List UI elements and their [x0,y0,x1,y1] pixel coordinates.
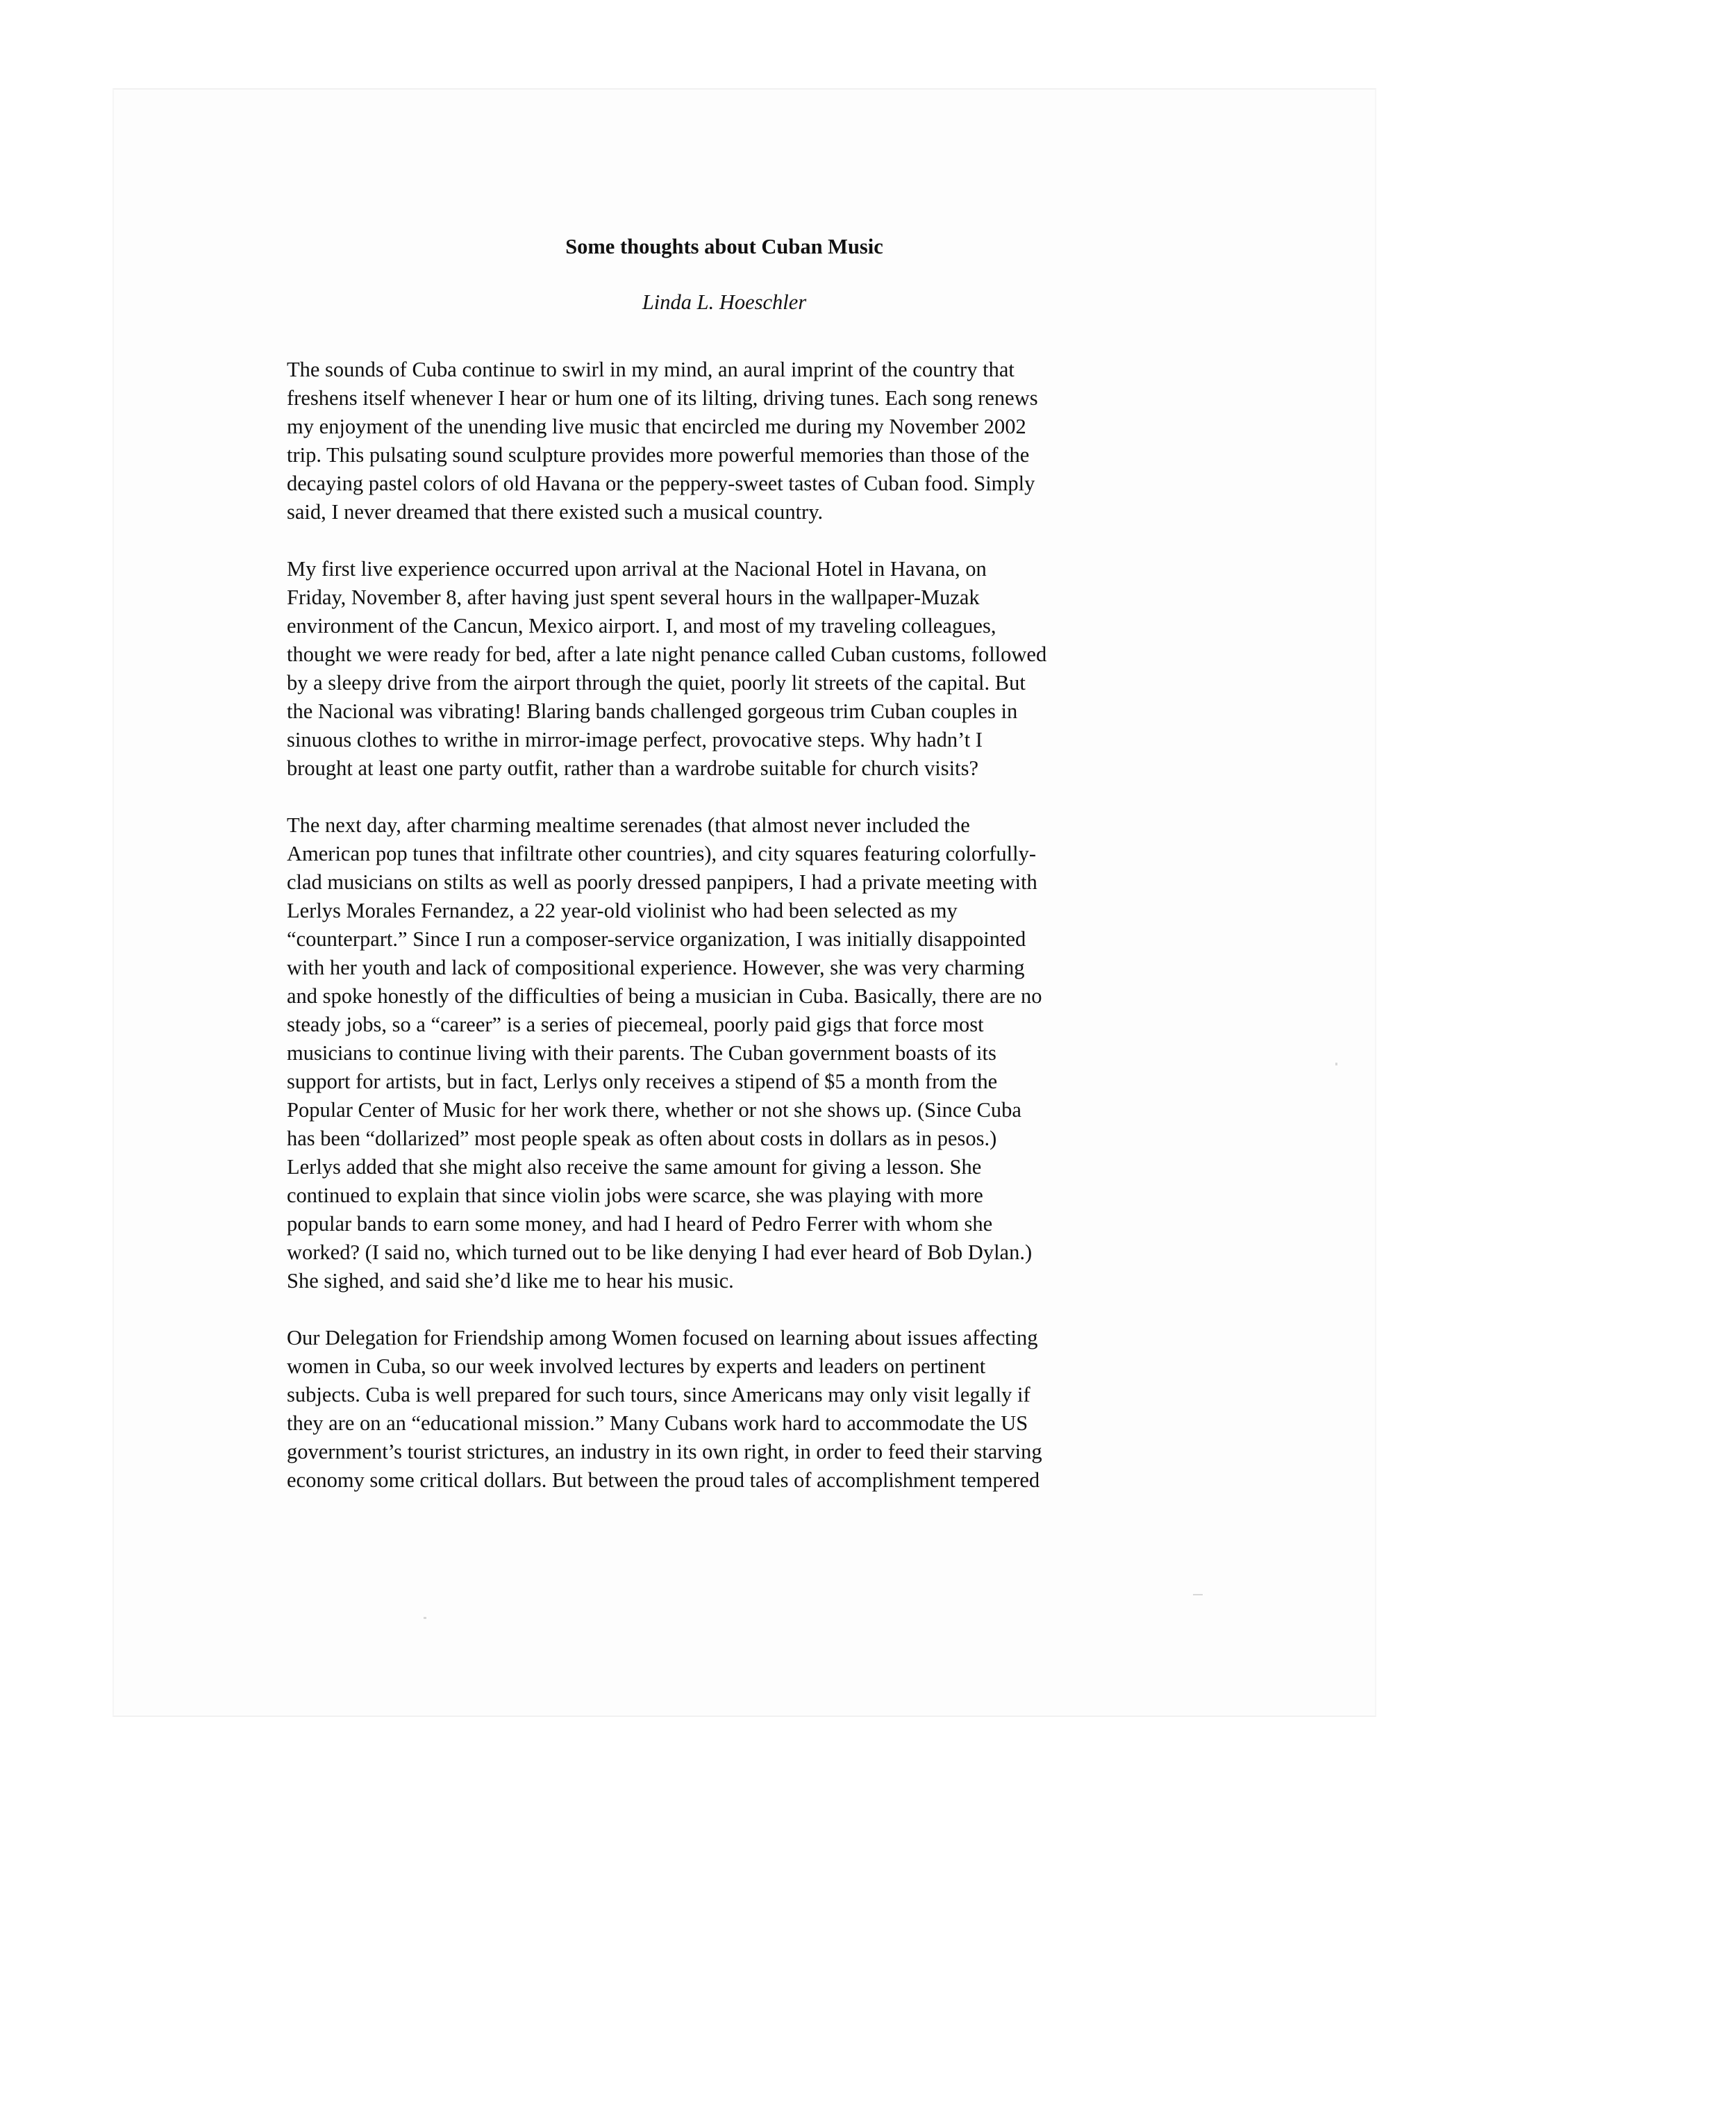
text-line: sinuous clothes to writhe in mirror-image perfect, provocative steps. Why hadn’t I [287,728,983,751]
text-line: subjects. Cuba is well prepared for such tours, since Americans may only visit legally if [287,1383,1030,1406]
text-line: “counterpart.” Since I run a composer-service organization, I was initially disappointed [287,927,1026,951]
scan-speck [424,1617,426,1619]
paragraph [287,811,1176,1295]
text-line: thought we were ready for bed, after a late night penance called Cuban customs, followed [287,642,1047,666]
text-line: worked? (I said no, which turned out to be like denying I had ever heard of Bob Dylan.) [287,1240,1033,1264]
scan-speck [1193,1594,1203,1595]
text-line: the Nacional was vibrating! Blaring bands challenged gorgeous trim Cuban couples in [287,699,1018,723]
text-line: popular bands to earn some money, and had I heard of Pedro Ferrer with whom she [287,1212,993,1236]
document-body [287,229,1176,1495]
text-line: Our Delegation for Friendship among Women focused on learning about issues affecting [287,1326,1038,1349]
text-line: women in Cuba, so our week involved lectures by experts and leaders on pertinent [287,1354,986,1378]
document-author: Linda L. Hoeschler [642,290,807,314]
text-line: Popular Center of Music for her work there, whether or not she shows up. (Since Cuba [287,1098,1021,1122]
document-title: Some thoughts about Cuban Music [565,235,883,258]
text-line: brought at least one party outfit, rather than a wardrobe suitable for church visits? [287,756,979,780]
text-line: environment of the Cancun, Mexico airport. I, and most of my traveling colleagues, [287,614,996,638]
text-line: The next day, after charming mealtime serenades (that almost never included the [287,813,970,837]
text-line: The sounds of Cuba continue to swirl in my mind, an aural imprint of the country that [287,358,1015,381]
text-line: She sighed, and said she’d like me to hear his music. [287,1269,734,1293]
paragraph [287,1324,1176,1495]
text-line: steady jobs, so a “career” is a series of piecemeal, poorly paid gigs that force most [287,1013,984,1036]
text-line: Lerlys added that she might also receive the same amount for giving a lesson. She [287,1155,982,1179]
text-line: my enjoyment of the unending live music that encircled me during my November 2002 [287,415,1026,438]
paragraph [287,555,1176,783]
text-line: support for artists, but in fact, Lerlys only receives a stipend of $5 a month from the [287,1070,998,1093]
text-line: and spoke honestly of the difficulties of being a musician in Cuba. Basically, there are no [287,984,1042,1008]
text-line: trip. This pulsating sound sculpture provides more powerful memories than those of the [287,443,1030,467]
text-line: with her youth and lack of compositional experience. However, she was very charming [287,956,1025,979]
text-line: said, I never dreamed that there existed such a musical country. [287,500,824,524]
text-line: decaying pastel colors of old Havana or the peppery-sweet tastes of Cuban food. Simply [287,472,1035,495]
paragraph [287,356,1176,526]
text-line: Friday, November 8, after having just spent several hours in the wallpaper-Muzak [287,586,980,609]
text-line: economy some critical dollars. But between the proud tales of accomplishment tempered [287,1468,1040,1492]
text-line: Lerlys Morales Fernandez, a 22 year-old violinist who had been selected as my [287,899,958,922]
text-line: freshens itself whenever I hear or hum one of its lilting, driving tunes. Each song renews [287,386,1038,410]
text-line: clad musicians on stilts as well as poorly dressed panpipers, I had a private meeting with [287,870,1037,894]
scan-speck [1335,1063,1337,1065]
text-line: has been “dollarized” most people speak as often about costs in dollars as in pesos.) [287,1127,997,1150]
text-line: they are on an “educational mission.” Many Cubans work hard to accommodate the US [287,1411,1028,1435]
text-line: musicians to continue living with their parents. The Cuban government boasts of its [287,1041,996,1065]
text-line: American pop tunes that infiltrate other countries), and city squares featuring colorfully- [287,842,1036,865]
text-line: by a sleepy drive from the airport through the quiet, poorly lit streets of the capital. But [287,671,1026,695]
text-line: My first live experience occurred upon arrival at the Nacional Hotel in Havana, on [287,557,987,581]
text-line: government’s tourist strictures, an industry in its own right, in order to feed their starving [287,1440,1042,1463]
text-line: continued to explain that since violin jobs were scarce, she was playing with more [287,1184,983,1207]
